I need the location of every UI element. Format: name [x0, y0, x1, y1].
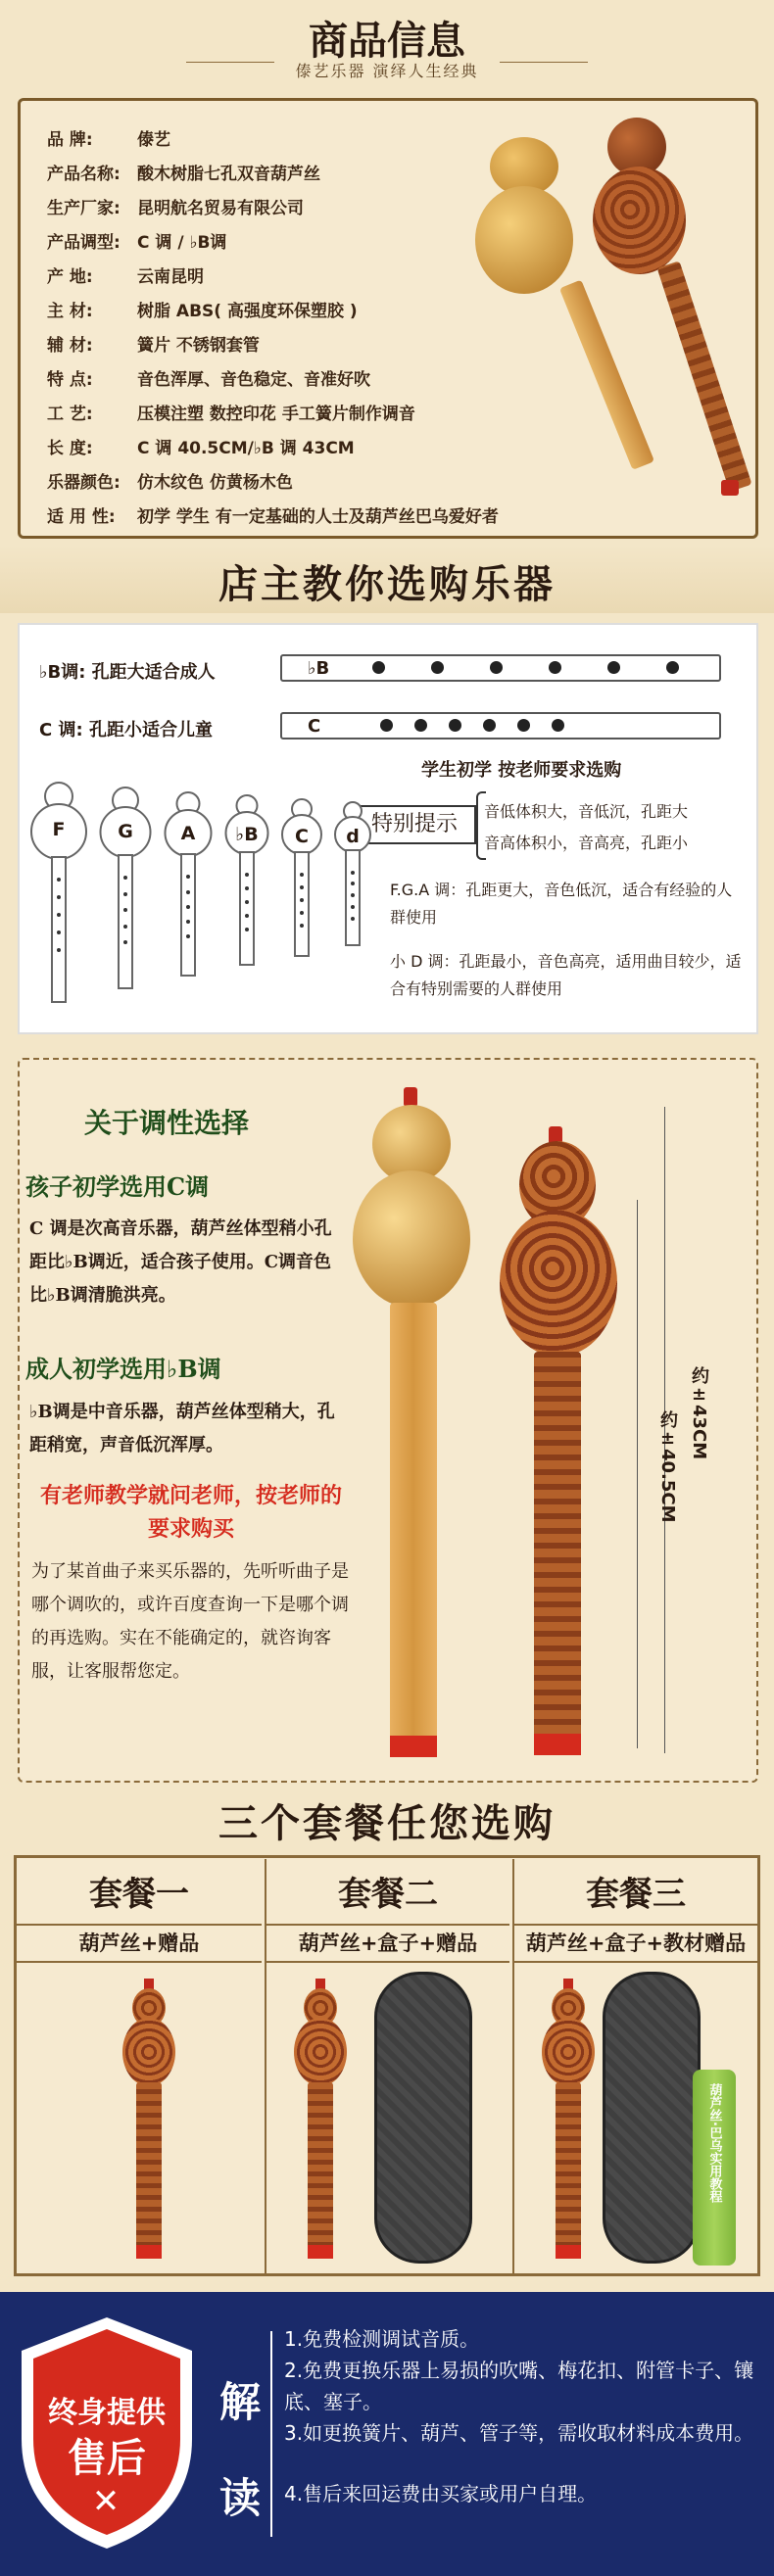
key-compare-image: [333, 1087, 705, 1753]
info-value: 初学 学生 有一定基础的人士及葫芦丝巴乌爱好者: [137, 507, 499, 527]
student-note: 学生初学 按老师要求选购: [421, 760, 622, 781]
teacher-note: 有老师教学就问老师，按老师的要求购买: [39, 1483, 342, 1542]
info-key: 生产厂家:: [47, 199, 121, 218]
product-info-row: [47, 194, 304, 218]
info-key: 工 艺:: [47, 405, 93, 424]
product-info-row: [47, 434, 355, 458]
product-info-title: 商品信息: [309, 18, 465, 64]
info-key: 特 点:: [47, 370, 93, 390]
info-value: C 调 40.5CM/♭B 调 43CM: [137, 439, 355, 458]
c-flute-diagram: C: [280, 712, 721, 739]
after-sales-divider: [270, 2331, 272, 2537]
info-key: 品 牌:: [47, 130, 93, 150]
key-label: C: [295, 826, 309, 847]
product-info-row: [47, 365, 370, 390]
key-label: G: [118, 821, 133, 842]
info-value: C 调 / ♭B调: [137, 233, 227, 253]
product-info-row: [47, 125, 170, 150]
length-43-label: 约±43CM: [689, 1366, 709, 1460]
length-405-label: 约±40.5CM: [657, 1410, 678, 1523]
package-desc: 葫芦丝+盒子+赠品: [298, 1932, 478, 1955]
package-name: 套餐三: [586, 1875, 686, 1914]
product-info-row: [47, 297, 358, 321]
after-sales-item: 1.免费检测调试音质。: [284, 2327, 480, 2351]
info-value: 云南昆明: [137, 267, 204, 287]
carry-case-image: [603, 1972, 701, 2264]
adult-text: ♭B调是中音乐器，葫芦丝体型稍大，孔距稍宽，声音低沉浑厚。: [29, 1402, 335, 1455]
package-card[interactable]: [512, 1859, 757, 2275]
special-tip-line2: 音高体积小，音高亮，孔距小: [484, 834, 689, 852]
hulusi-image: [534, 1979, 603, 2263]
after-sales-item: 3.如更换簧片、葫芦、管子等，需收取材料成本费用。: [284, 2421, 754, 2445]
product-info-row: [47, 400, 415, 424]
book-title: 葫芦丝·巴乌实用教程: [706, 2083, 722, 2203]
info-key: 产 地:: [47, 267, 93, 287]
package-card[interactable]: [265, 1859, 509, 2275]
adult-heading: 成人初学选用♭B调: [25, 1355, 221, 1383]
info-key: 长 度:: [47, 439, 93, 458]
bb-flute-diagram: ♭B: [280, 654, 721, 682]
package-card[interactable]: [17, 1859, 262, 2275]
key-label: A: [180, 823, 196, 844]
c-line-label: C 调: 孔距小适合儿童: [39, 720, 213, 740]
info-key: 乐器颜色:: [47, 473, 121, 493]
child-text: C 调是次高音乐器，葫芦丝体型稍小孔距比♭B调近，适合孩子使用。C调音色比♭B调清脆洪亮。: [29, 1218, 332, 1306]
key-label: ♭B: [235, 824, 259, 845]
fga-note: F.G.A 调：孔距更大，音色低沉，适合有经验的人群使用: [390, 881, 733, 927]
hulusi-image: [286, 1979, 355, 2263]
product-info-row: [47, 228, 226, 253]
shield-text-bottom: 售后: [68, 2436, 146, 2481]
info-value: 簧片 不锈钢套管: [137, 336, 260, 356]
other-advice: 为了某首曲子来买乐器的，先听听曲子是哪个调吹的，或许百度查询一下是哪个调的再选购。实在不能确定的，就咨询客服，让客服帮您定。: [31, 1561, 349, 1682]
tutorial-book-image: [693, 2070, 736, 2266]
info-value: 仿木纹色 仿黄杨木色: [137, 473, 293, 493]
hulusi-image: [115, 1979, 183, 2263]
product-info-row: [47, 502, 499, 527]
bb-line-label: ♭B调: 孔距大适合成人: [39, 662, 216, 683]
product-info-row: [47, 331, 260, 356]
d-note: 小 D 调：孔距最小，音色高亮，适用曲目较少，适合有特别需要的人群使用: [390, 952, 742, 998]
info-key: 辅 材:: [47, 336, 93, 356]
guide-title: 店主教你选购乐器: [218, 561, 556, 607]
package-name: 套餐一: [89, 1875, 189, 1914]
jie-char: 解: [219, 2378, 262, 2426]
key-label: d: [346, 826, 360, 847]
special-tip-line1: 音低体积大，音低沉，孔距大: [484, 802, 689, 821]
package-desc: 葫芦丝+盒子+教材赠品: [525, 1932, 747, 1955]
product-info-row: [47, 468, 293, 493]
info-value: 音色浑厚、音色稳定、音准好吹: [137, 370, 370, 390]
info-key: 产品名称:: [47, 165, 121, 184]
child-heading: 孩子初学选用C调: [25, 1172, 210, 1201]
product-info-row: [47, 160, 320, 184]
package-desc: 葫芦丝+赠品: [78, 1932, 200, 1955]
info-key: 产品调型:: [47, 233, 121, 253]
info-key: 适 用 性:: [47, 507, 116, 527]
special-tip-label: 特别提示: [353, 805, 476, 844]
key-label: F: [52, 819, 66, 840]
packages-title: 三个套餐任您选购: [218, 1800, 556, 1846]
carry-case-image: [374, 1972, 472, 2264]
du-char: 读: [219, 2474, 262, 2522]
after-sales-item: 4.售后来回运费由买家或用户自理。: [284, 2482, 598, 2505]
key-selection-title: 关于调性选择: [84, 1107, 250, 1139]
info-value: 酸木树脂七孔双音葫芦丝: [137, 165, 320, 184]
product-info-subtitle: 傣艺乐器 演绎人生经典: [295, 62, 479, 80]
product-info-row: [47, 262, 204, 287]
info-value: 树脂 ABS( 高强度环保塑胶 ): [137, 302, 358, 321]
hulusi-image-pair: [460, 108, 754, 529]
info-value: 昆明航名贸易有限公司: [137, 199, 304, 218]
after-sales-item: 2.免费更换乐器上易损的吹嘴、梅花扣、附管卡子、镶底、塞子。: [284, 2359, 754, 2413]
info-key: 主 材:: [47, 302, 93, 321]
info-value: 傣艺: [137, 130, 170, 150]
package-name: 套餐二: [338, 1875, 438, 1914]
title-divider: [500, 62, 588, 63]
info-value: 压模注塑 数控印花 手工簧片制作调音: [137, 405, 415, 424]
shield-text-top: 终身提供: [48, 2396, 166, 2430]
wrench-icon: ✕: [91, 2482, 121, 2521]
title-divider: [186, 62, 274, 63]
